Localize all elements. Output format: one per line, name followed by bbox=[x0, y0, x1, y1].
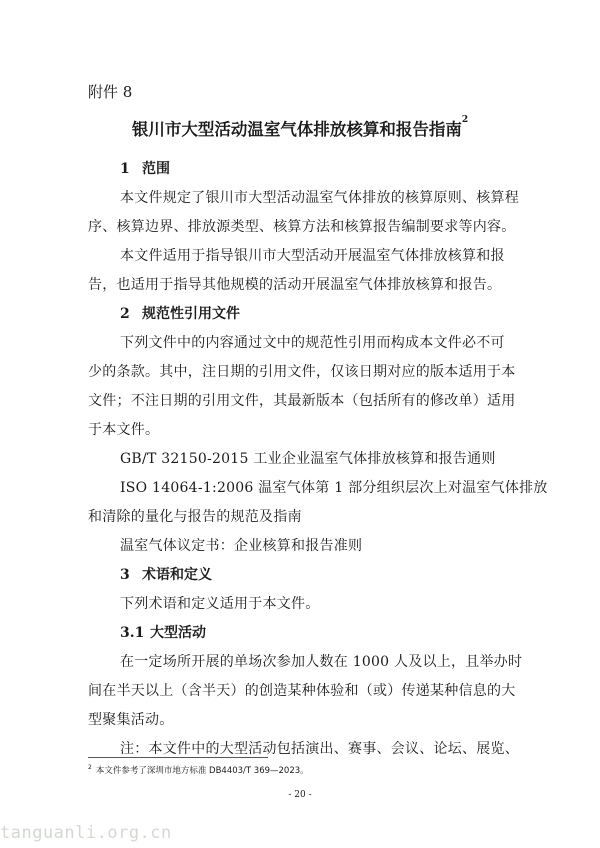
section-2-heading bbox=[120, 303, 240, 323]
paragraph-line: 间在半天以上（含半天）的创造某种体验和（或）传递某种信息的大 bbox=[88, 683, 516, 699]
title-text: 银川市大型活动温室气体排放核算和报告指南 bbox=[131, 120, 462, 139]
note-line: 注：本文件中的大型活动包括演出、赛事、会议、论坛、展览、 bbox=[120, 741, 519, 757]
section-3-heading bbox=[120, 564, 212, 584]
footnote bbox=[88, 764, 309, 776]
section-number: 1 bbox=[120, 161, 130, 177]
paragraph-line: 在一定场所开展的单场次参加人数在 1000 人及以上，且举办时 bbox=[120, 654, 523, 670]
section-title: 大型活动 bbox=[150, 625, 206, 641]
watermark: tanguanli.org.cn bbox=[0, 823, 172, 843]
footnote-marker: 2 bbox=[88, 764, 92, 772]
section-title: 范围 bbox=[142, 161, 170, 177]
section-title: 规范性引用文件 bbox=[142, 306, 240, 322]
paragraph-line: 少的条款。其中，注日期的引用文件，仅该日期对应的版本适用于本 bbox=[88, 364, 516, 380]
section-number: 2 bbox=[120, 306, 130, 322]
footnote-text: 本文件参考了深圳市地方标准 DB4403/T 369—2023。 bbox=[95, 766, 309, 776]
section-title: 术语和定义 bbox=[142, 567, 212, 583]
reference-item: 温室气体议定书：企业核算和报告准则 bbox=[120, 538, 363, 554]
document-title bbox=[0, 116, 600, 140]
reference-item: ISO 14064-1:2006 温室气体第 1 部分组织层次上对温室气体排放 bbox=[120, 480, 548, 496]
paragraph-line: 本文件适用于指导银川市大型活动开展温室气体排放核算和报 bbox=[120, 248, 505, 264]
paragraph-line: 下列文件中的内容通过文中的规范性引用而构成本文件必不可 bbox=[120, 335, 505, 351]
attachment-label: 附件 8 bbox=[88, 83, 133, 101]
reference-item: GB/T 32150-2015 工业企业温室气体排放核算和报告通则 bbox=[120, 451, 496, 467]
section-3-1-heading bbox=[120, 622, 206, 642]
paragraph-line: 本文件规定了银川市大型活动温室气体排放的核算原则、核算程 bbox=[120, 190, 519, 206]
section-number: 3.1 bbox=[120, 625, 145, 641]
paragraph-line: 序、核算边界、排放源类型、核算方法和核算报告编制要求等内容。 bbox=[88, 219, 516, 235]
paragraph-line: 文件；不注日期的引用文件，其最新版本（包括所有的修改单）适用 bbox=[88, 393, 516, 409]
page-number: - 20 - bbox=[288, 790, 312, 800]
paragraph-line: 下列术语和定义适用于本文件。 bbox=[120, 596, 320, 612]
reference-item-continuation: 和清除的量化与报告的规范及指南 bbox=[88, 509, 302, 525]
footnote-divider bbox=[88, 757, 268, 758]
paragraph-line: 于本文件。 bbox=[88, 422, 160, 438]
section-1-heading bbox=[120, 158, 170, 178]
title-footnote-marker: 2 bbox=[461, 115, 469, 125]
section-number: 3 bbox=[120, 567, 130, 583]
paragraph-line: 告，也适用于指导其他规模的活动开展温室气体排放核算和报告。 bbox=[88, 277, 502, 293]
paragraph-line: 型聚集活动。 bbox=[88, 712, 174, 728]
